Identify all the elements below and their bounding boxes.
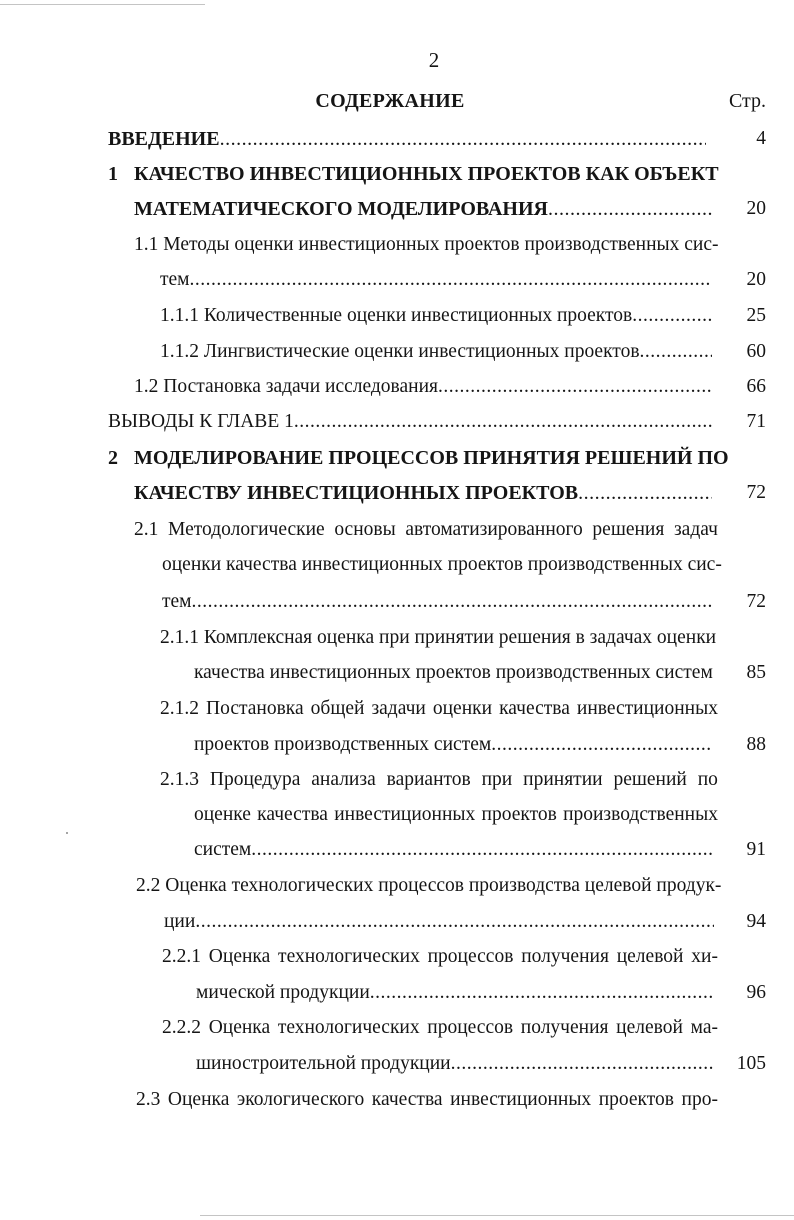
toc-entry-label: мической продукции xyxy=(196,982,370,1003)
chapter-number: 2 xyxy=(108,447,118,469)
toc-entry-label: 2.2 Оценка технологических процессов производства целевой продук- xyxy=(136,875,722,896)
toc-entry-2-1-1-cont[interactable] xyxy=(194,655,713,691)
toc-entry-1-1-2[interactable] xyxy=(160,334,712,370)
toc-entry-2-3[interactable] xyxy=(136,1082,718,1118)
toc-entry-label: 2.1.2 Постановка общей задачи оценки качества инвестиционных xyxy=(160,698,718,719)
toc-entry-chapter-2-cont[interactable] xyxy=(134,475,712,511)
leader-dots xyxy=(220,121,706,157)
toc-entry-label: ВЫВОДЫ К ГЛАВЕ 1 xyxy=(108,411,294,432)
toc-entry-chapter-1-cont[interactable] xyxy=(134,191,712,227)
scan-edge-top xyxy=(0,4,205,5)
toc-entry-intro[interactable] xyxy=(108,121,706,157)
toc-entry-label: 1.1 Методы оценки инвестиционных проектов производственных сис- xyxy=(134,234,719,255)
toc-entry-label: ции xyxy=(164,911,196,932)
toc-entry-2-1-3-cont2[interactable] xyxy=(194,832,712,868)
toc-page-number: 25 xyxy=(746,305,766,326)
toc-entry-label: КАЧЕСТВУ ИНВЕСТИЦИОННЫХ ПРОЕКТОВ xyxy=(134,482,579,504)
scan-edge-bottom xyxy=(200,1215,794,1216)
toc-entry-conclusions-1[interactable] xyxy=(108,404,712,440)
toc-page-number: 96 xyxy=(746,982,766,1003)
toc-entry-label: оценке качества инвестиционных проектов производственных xyxy=(194,804,718,825)
toc-page-number: 94 xyxy=(746,911,766,932)
leader-dots xyxy=(451,1046,714,1082)
toc-entry-label: 2.1.1 Комплексная оценка при принятии решения в задачах оценки xyxy=(160,627,717,648)
leader-dots xyxy=(578,475,712,511)
scan-speck xyxy=(66,832,68,834)
toc-page-number: 20 xyxy=(746,269,766,290)
toc-entry-2-2-cont[interactable] xyxy=(164,904,714,940)
pages-column-caption: Стр. xyxy=(728,90,766,112)
toc-entry-chapter-2[interactable] xyxy=(108,440,729,476)
page-number: 2 xyxy=(428,48,440,72)
leader-dots xyxy=(251,832,712,868)
toc-entry-2-1-2[interactable] xyxy=(160,691,718,727)
toc-entry-2-2-1-cont[interactable] xyxy=(196,975,714,1011)
leader-dots xyxy=(632,298,712,334)
chapter-number: 1 xyxy=(108,163,118,185)
toc-entry-label: ВВЕДЕНИЕ xyxy=(108,128,220,150)
leader-dots xyxy=(294,404,712,440)
leader-dots xyxy=(640,334,712,370)
toc-entry-1-1-cont[interactable] xyxy=(160,262,712,298)
toc-entry-2-1[interactable] xyxy=(134,512,718,548)
toc-entry-label: КАЧЕСТВО ИНВЕСТИЦИОННЫХ ПРОЕКТОВ КАК ОБЪЕКТ xyxy=(134,163,719,185)
toc-page-number: 88 xyxy=(746,734,766,755)
toc-page-number: 71 xyxy=(746,411,766,432)
leader-dots xyxy=(548,191,712,227)
toc-page-number: 85 xyxy=(746,662,766,683)
toc-page-number: 4 xyxy=(756,128,766,149)
toc-page-number: 105 xyxy=(736,1053,766,1074)
toc-entry-2-2-1[interactable] xyxy=(162,939,718,975)
toc-entry-label: качества инвестиционных проектов производственных систем xyxy=(194,662,713,683)
toc-entry-2-2-2[interactable] xyxy=(162,1010,718,1046)
toc-entry-label: МАТЕМАТИЧЕСКОГО МОДЕЛИРОВАНИЯ xyxy=(134,198,548,220)
toc-page-number: 66 xyxy=(746,376,766,397)
leader-dots xyxy=(190,262,712,298)
toc-entry-1-1-1[interactable] xyxy=(160,298,712,334)
toc-title: СОДЕРЖАНИЕ xyxy=(315,90,465,112)
toc-entry-label: МОДЕЛИРОВАНИЕ ПРОЦЕССОВ ПРИНЯТИЯ РЕШЕНИЙ ПО xyxy=(134,447,729,469)
toc-entry-label: 2.2.2 Оценка технологических процессов получения целевой ма- xyxy=(162,1017,718,1038)
toc-entry-2-1-1[interactable] xyxy=(160,620,718,656)
toc-entry-label: 1.2 Постановка задачи исследования xyxy=(134,376,439,397)
toc-entry-2-1-3[interactable] xyxy=(160,762,718,798)
toc-entry-1-1[interactable] xyxy=(134,227,719,263)
leader-dots xyxy=(438,369,712,405)
toc-entry-label: 2.2.1 Оценка технологических процессов получения целевой хи- xyxy=(162,946,718,967)
leader-dots xyxy=(192,584,712,620)
leader-dots xyxy=(370,975,714,1011)
toc-entry-label: 1.1.1 Количественные оценки инвестиционных проектов xyxy=(160,305,633,326)
toc-entry-2-2-2-cont[interactable] xyxy=(196,1046,714,1082)
toc-page-number: 91 xyxy=(746,839,766,860)
toc-entry-2-2[interactable] xyxy=(136,868,721,904)
toc-entry-label: 1.1.2 Лингвистические оценки инвестиционных проектов xyxy=(160,341,640,362)
toc-entry-label: систем xyxy=(194,839,252,860)
toc-page-number: 72 xyxy=(746,591,766,612)
toc-entry-label: шиностроительной продукции xyxy=(196,1053,451,1074)
toc-entry-label: оценки качества инвестиционных проектов производственных сис- xyxy=(162,554,722,575)
toc-page-number: 60 xyxy=(746,341,766,362)
toc-entry-label: 2.1 Методологические основы автоматизированного решения задач xyxy=(134,519,718,540)
leader-dots xyxy=(195,904,714,940)
toc-entry-2-1-2-cont[interactable] xyxy=(194,727,712,763)
toc-entry-2-1-cont[interactable] xyxy=(162,547,722,583)
toc-entry-label: 2.1.3 Процедура анализа вариантов при принятии решений по xyxy=(160,769,718,790)
leader-dots xyxy=(491,727,712,763)
toc-entry-label: проектов производственных систем xyxy=(194,734,492,755)
toc-entry-1-2[interactable] xyxy=(134,369,712,405)
toc-entry-chapter-1[interactable] xyxy=(108,156,719,192)
toc-entry-label: 2.3 Оценка экологического качества инвестиционных проектов про- xyxy=(136,1089,718,1110)
toc-page-number: 20 xyxy=(746,198,766,219)
toc-entry-2-1-3-cont[interactable] xyxy=(194,797,718,833)
toc-entry-2-1-cont2[interactable] xyxy=(162,584,712,620)
toc-page-number: 72 xyxy=(746,482,766,503)
toc-entry-label: тем xyxy=(162,591,192,612)
toc-entry-label: тем xyxy=(160,269,190,290)
